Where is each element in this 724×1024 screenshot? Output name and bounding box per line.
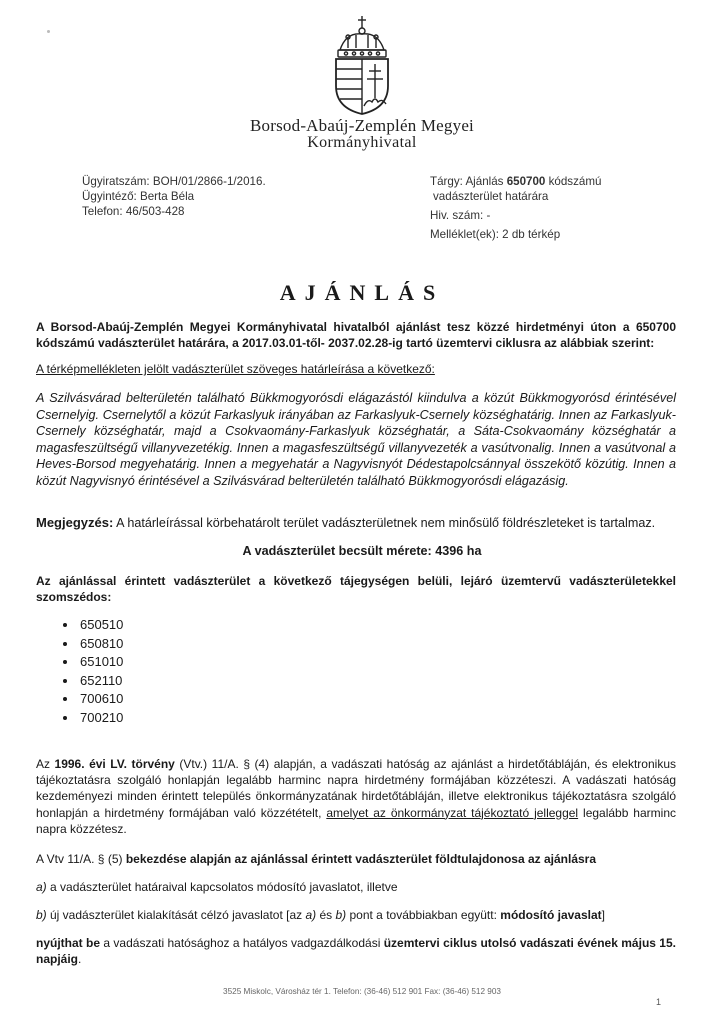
note-paragraph — [36, 515, 676, 531]
border-description: A Szilvásvárad belterületén található Bükkmogyorósdi elágazástól kiindulva a közút Bükkmogyorósd érintésével Csernelyig. Csernelytől a közút Farkaslyuk irányában az Farkaslyuk-Csernely községhatárig. Innen az Farkaslyuk-Csernely községhatár, majd a Csokvaomány-Farkaslyuk községhatár, a Sáta-Csokvaomány községhatár a magasfeszültségű villanyvezetékig. Innen a magasfeszültségű villanyvezeték a vasútvonalig. Innen a vasútvonal a Heves-Borsod megyehatárig. Innen a megyehatár a Nagyvisnyót Dédestapolcsánnyal összekötő közútig. Innen a közút Nagyvisnyó érintésével a Szilvásvárad belterületén található Bükkmogyorósdi elágazásig. — [36, 391, 676, 488]
deadline-text: . — [78, 951, 82, 966]
option-b-text: ] — [601, 908, 605, 922]
list-item: • 700210 — [78, 709, 123, 728]
intro-paragraph: A Borsod-Abaúj-Zemplén Megyei Kormányhivatal hivatalból ajánlást tesz közzé hirdetményi úton a 650700 kódszámú vadászterület határára, a 2017.03.01-től- 2037.02.28-ig tartó üzemtervi ciklusra az alábbiak szerint: — [36, 320, 676, 350]
option-b — [36, 908, 676, 924]
page-number: 1 — [656, 997, 662, 1007]
list-item: • 650810 — [78, 635, 123, 654]
law-text: Az — [36, 757, 55, 771]
option-a — [36, 880, 676, 896]
org-name-line2: Kormányhivatal — [307, 134, 417, 151]
option-b-text: pont a továbbiakban együtt: — [346, 908, 501, 922]
law-text: (Vtv.) 11/A. § (4) alapján, a vadászati hatóság az ajánlást a hirdetőtábláján, és elektronikus tájékoztatásra szolgáló honlapján legalább harminc napra hirdetmény formájában közzéteszi. A vadászati hatóság kezdeményezi minden érintett település önkormányzatának hirdetőtábláján, illetve elektronikus tájékoztatásra szolgáló honlapján a hirdetmény formájában való közzétételt, — [36, 757, 676, 820]
deadline-text: a vadászati hatósághoz a hatályos vadgazdálkodási — [100, 936, 384, 950]
document-title: AJÁNLÁS — [279, 280, 445, 305]
option-b-ref: a) — [305, 908, 317, 922]
attachments: Melléklet(ek): 2 db térkép — [430, 228, 561, 241]
deadline-paragraph — [36, 936, 676, 967]
case-number: Ügyiratszám: BOH/01/2866-1/2016. — [82, 175, 266, 188]
owner-paragraph — [36, 852, 676, 868]
estimated-size: A vadászterület becsült mérete: 4396 ha — [242, 544, 482, 558]
meta-left — [82, 174, 382, 219]
option-b-bold: módosító javaslat — [500, 908, 602, 922]
deadline-bold: üzemtervi ciklus utolsó vadászati évének május 15. napjáig — [36, 936, 676, 966]
neighbors-intro: Az ajánlással érintett vadászterület a következő tájegységen belüli, lejáró üzemtervű vadászterületekkel szomszédos: — [36, 574, 676, 604]
scan-speck — [47, 30, 50, 33]
law-paragraph — [36, 756, 676, 837]
law-text: legalább harminc napra közzétesz. — [36, 805, 676, 836]
neighbor-code-list — [36, 616, 123, 727]
note-text: A határleírással körbehatárolt terület vadászterületnek nem minősülő földrészleteket is tartalmaz. — [113, 516, 656, 530]
law-reference: 1996. évi LV. törvény — [54, 757, 175, 771]
deadline-bold: nyújthat be — [36, 936, 101, 950]
subject-line2: vadászterület határára — [433, 190, 549, 203]
clerk: Ügyintéző: Berta Béla — [82, 190, 195, 203]
owner-text: A Vtv 11/A. § (5) — [36, 852, 126, 866]
subject-code: 650700 — [506, 175, 546, 188]
owner-text-bold: bekezdése alapján az ajánlással érintett vadászterület földtulajdonosa az ajánlásra — [125, 852, 597, 866]
list-item: • 651010 — [78, 653, 123, 672]
option-b-ref: b) — [335, 908, 347, 922]
option-b-marker: b) — [36, 908, 47, 922]
map-sentence: A térképmellékleten jelölt vadászterület szöveges határleírása a következő: — [36, 362, 435, 376]
option-a-text: a vadászterület határaival kapcsolatos módosító javaslatot, illetve — [46, 880, 398, 894]
option-b-text: és — [316, 908, 336, 922]
law-underlined: amelyet az önkormányzat tájékoztató jelleggel — [326, 805, 579, 820]
subject-suffix: kódszámú — [545, 175, 602, 188]
meta-right — [430, 174, 690, 242]
option-a-marker: a) — [36, 880, 47, 894]
hungarian-coat-of-arms-icon — [326, 14, 398, 116]
ref-number: Hiv. szám: - — [430, 209, 491, 222]
list-item: • 700610 — [78, 690, 123, 709]
note-label: Megjegyzés: — [36, 515, 114, 530]
subject — [430, 174, 690, 189]
org-name-line1: Borsod-Abaúj-Zemplén Megyei — [250, 116, 474, 135]
list-item: • 652110 — [78, 672, 123, 691]
list-item: • 650510 — [78, 616, 123, 635]
footer-address: 3525 Miskolc, Városház tér 1. Telefon: (36-46) 512 901 Fax: (36-46) 512 903 — [223, 987, 501, 996]
subject-prefix: Tárgy: Ajánlás — [430, 175, 507, 188]
option-b-text: új vadászterület kialakítását célzó javaslatot [az — [46, 908, 306, 922]
phone: Telefon: 46/503-428 — [82, 205, 185, 218]
